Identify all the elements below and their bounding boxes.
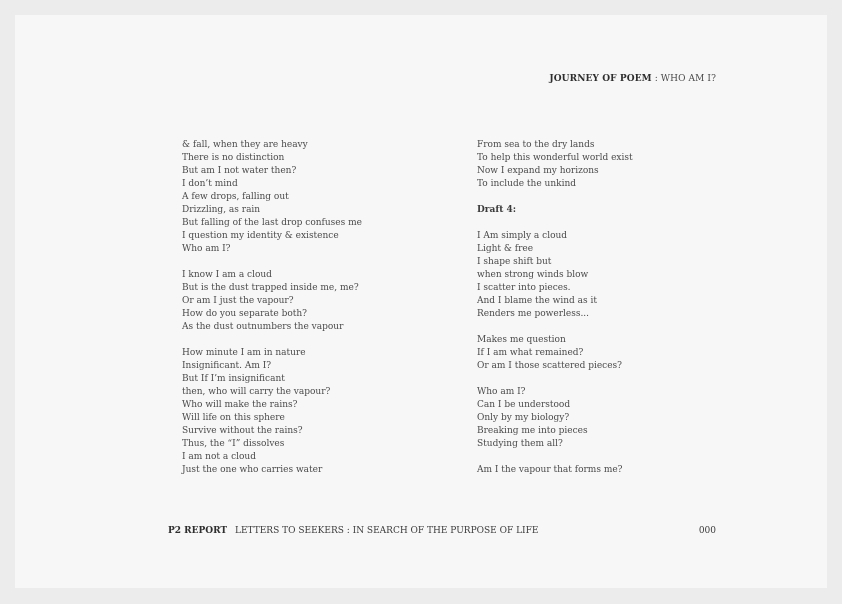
poem-line: Thus, the “I” dissolves bbox=[182, 439, 285, 449]
poem-line: then, who will carry the vapour? bbox=[182, 387, 331, 397]
poem-line: But is the dust trapped inside me, me? bbox=[182, 283, 359, 293]
poem-line: I question my identity & existence bbox=[182, 231, 339, 241]
stanza bbox=[477, 139, 633, 191]
report-title: LETTERS TO SEEKERS : IN SEARCH OF THE PURPOSE OF LIFE bbox=[235, 526, 539, 536]
page-footer bbox=[168, 526, 538, 536]
poem-line: Will life on this sphere bbox=[182, 413, 285, 423]
poem-line: Or am I just the vapour? bbox=[182, 296, 294, 306]
poem-line: Drizzling, as rain bbox=[182, 205, 261, 215]
poem-line: I scatter into pieces. bbox=[477, 283, 571, 293]
stanza bbox=[477, 386, 633, 451]
poem-line: Makes me question bbox=[477, 335, 566, 345]
stanza bbox=[182, 347, 362, 477]
header-title-rest: : WHO AM I? bbox=[651, 74, 716, 84]
poem-line: If I am what remained? bbox=[477, 348, 584, 358]
document-page bbox=[15, 15, 827, 588]
poem-line: & fall, when they are heavy bbox=[182, 140, 308, 150]
poem-line: Breaking me into pieces bbox=[477, 426, 588, 436]
poem-line: As the dust outnumbers the vapour bbox=[182, 322, 344, 332]
poem-line: I shape shift but bbox=[477, 257, 552, 267]
poem-line: Or am I those scattered pieces? bbox=[477, 361, 622, 371]
poem-line: Can I be understood bbox=[477, 400, 571, 410]
poem-line: And I blame the wind as it bbox=[477, 296, 598, 306]
stanza bbox=[477, 230, 633, 321]
poem-line: Light & free bbox=[477, 244, 534, 254]
right-column bbox=[477, 139, 633, 490]
poem-line: Who am I? bbox=[182, 244, 231, 254]
report-label: P2 REPORT bbox=[168, 526, 228, 536]
header-title-bold: JOURNEY OF POEM bbox=[549, 74, 652, 84]
poem-line: From sea to the dry lands bbox=[477, 140, 595, 150]
poem-line: Only by my biology? bbox=[477, 413, 570, 423]
poem-line: But falling of the last drop confuses me bbox=[182, 218, 362, 228]
poem-line: Am I the vapour that forms me? bbox=[477, 465, 623, 475]
poem-line: Just the one who carries water bbox=[182, 465, 323, 475]
page-number: 000 bbox=[698, 526, 716, 536]
poem-line: Survive without the rains? bbox=[182, 426, 303, 436]
draft-label: Draft 4: bbox=[477, 205, 517, 215]
poem-line: Insignificant. Am I? bbox=[182, 361, 272, 371]
poem-line: Renders me powerless... bbox=[477, 309, 590, 319]
stanza bbox=[182, 269, 362, 334]
poem-line: But If I’m insignificant bbox=[182, 374, 285, 384]
poem-line: How minute I am in nature bbox=[182, 348, 306, 358]
poem-line: I Am simply a cloud bbox=[477, 231, 568, 241]
poem-line: I don’t mind bbox=[182, 179, 238, 189]
poem-line: A few drops, falling out bbox=[182, 192, 289, 202]
stanza bbox=[477, 334, 633, 373]
poem-line: To include the unkind bbox=[477, 179, 577, 189]
poem-line: I know I am a cloud bbox=[182, 270, 272, 280]
poem-line: How do you separate both? bbox=[182, 309, 307, 319]
poem-line: when strong winds blow bbox=[477, 270, 589, 280]
stanza bbox=[477, 464, 633, 477]
page-header bbox=[549, 74, 716, 84]
poem-line: But am I not water then? bbox=[182, 166, 297, 176]
poem-line: There is no distinction bbox=[182, 153, 285, 163]
poem-line: Studying them all? bbox=[477, 439, 563, 449]
poem-line: Now I expand my horizons bbox=[477, 166, 599, 176]
poem-line: Who will make the rains? bbox=[182, 400, 298, 410]
stanza bbox=[182, 139, 362, 256]
left-column bbox=[182, 139, 362, 490]
poem-line: I am not a cloud bbox=[182, 452, 256, 462]
poem-line: To help this wonderful world exist bbox=[477, 153, 633, 163]
poem-line: Who am I? bbox=[477, 387, 526, 397]
